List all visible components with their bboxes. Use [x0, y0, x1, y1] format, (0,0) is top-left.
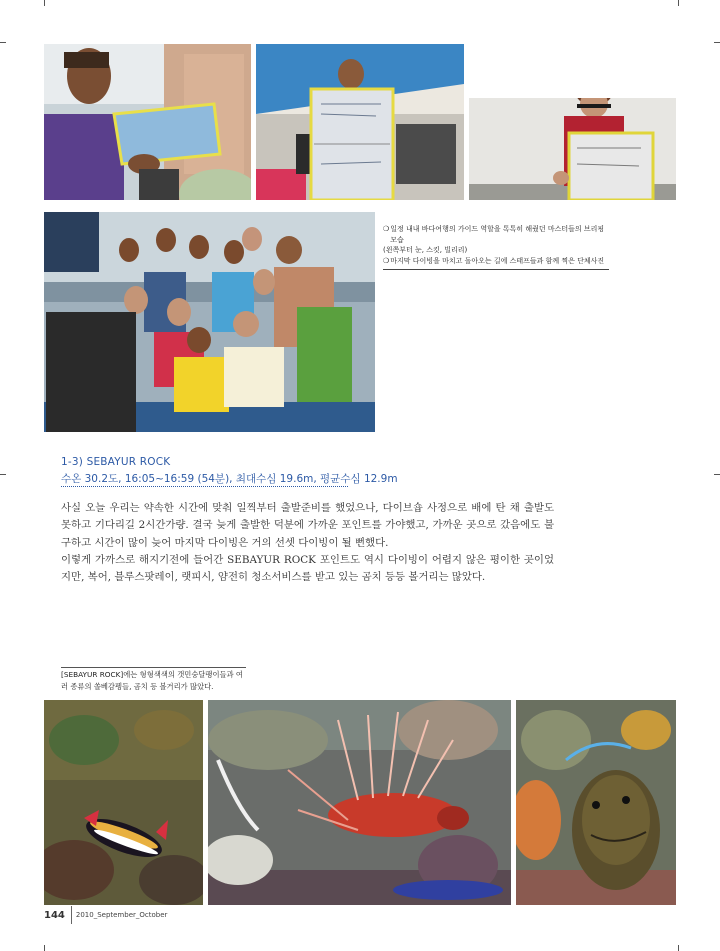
- footer-divider: [71, 906, 72, 924]
- crop-mark: [714, 474, 720, 475]
- caption-rule: [383, 269, 609, 270]
- page-footer: [44, 906, 167, 924]
- paragraph: 이렇게 가까스로 해지기전에 들어간 SEBAYUR ROCK 포인트도 역시 다이빙이 어렵지 않은 평이한 곳이었지만, 복어, 블루스팟레이, 랫피시, 얌전히 청소서비스를 받고 있는 곰치 등등 볼거리는 많았다.: [61, 553, 554, 584]
- photo-moray-eel: [516, 700, 676, 905]
- section-title: 1-3) SEBAYUR ROCK: [61, 456, 171, 468]
- caption-line: [383, 245, 609, 256]
- photo-briefing-guide-2: [256, 44, 464, 200]
- crop-mark: [714, 42, 720, 43]
- caption-rule: [61, 667, 246, 668]
- caption-bullet-icon: ❍: [383, 225, 390, 233]
- photo-caption-bottom: [SEBAYUR ROCK]에는 형형색색의 갯민숭달팽이들과 여러 종류의 쏠베감펭들, 곰치 등 볼거리가 많았다.: [61, 670, 243, 691]
- photo-captions-top: [383, 224, 609, 270]
- caption-line: [383, 256, 609, 267]
- issue-label: 2010_September_October: [75, 911, 168, 919]
- photo-briefing-guide-1: [44, 44, 251, 200]
- caption-text: 일정 내내 바다여행의 가이드 역할을 톡톡히 해줬던 마스터들의 브리핑 모습: [390, 225, 605, 244]
- crop-mark: [44, 0, 45, 6]
- section-subtitle: 수온 30.2도, 16:05~16:59 (54분), 최대수심 19.6m, 평균수심 12.9m: [61, 473, 398, 485]
- crop-mark: [678, 0, 679, 6]
- caption-line: [383, 224, 609, 245]
- caption-bullet-icon: ❍: [383, 256, 390, 265]
- caption-text: 마지막 다이빙을 마치고 돌아오는 길에 스태프들과 함께 찍은 단체사진: [390, 256, 605, 265]
- photo-group-staff: [44, 212, 375, 432]
- crop-mark: [678, 945, 679, 951]
- photo-lionfish: [208, 700, 511, 905]
- photo-briefing-guide-3: [469, 98, 676, 200]
- crop-mark: [0, 42, 6, 43]
- crop-mark: [0, 474, 6, 475]
- caption-text: (왼쪽부터 눈, 스킷, 빌리리): [383, 246, 468, 254]
- photo-nudibranch: [44, 700, 203, 905]
- article-body: [61, 500, 554, 586]
- page-number: 144: [44, 909, 65, 921]
- crop-mark: [44, 945, 45, 951]
- section-divider: [61, 486, 348, 487]
- paragraph: 사실 오늘 우리는 약속한 시간에 맞춰 일찍부터 출발준비를 했었으나, 다이브숍 사정으로 배에 탄 채 출발도 못하고 기다리길 2시간가량. 결국 늦게 출발한 덕분에 가까운 포인트를 가야했고, 가까운 곳으로 갔음에도 불구하고 시간이 많이 늦어 마지막 다이빙은 거의 선셋 다이빙이 될 뻔했다.: [61, 502, 554, 549]
